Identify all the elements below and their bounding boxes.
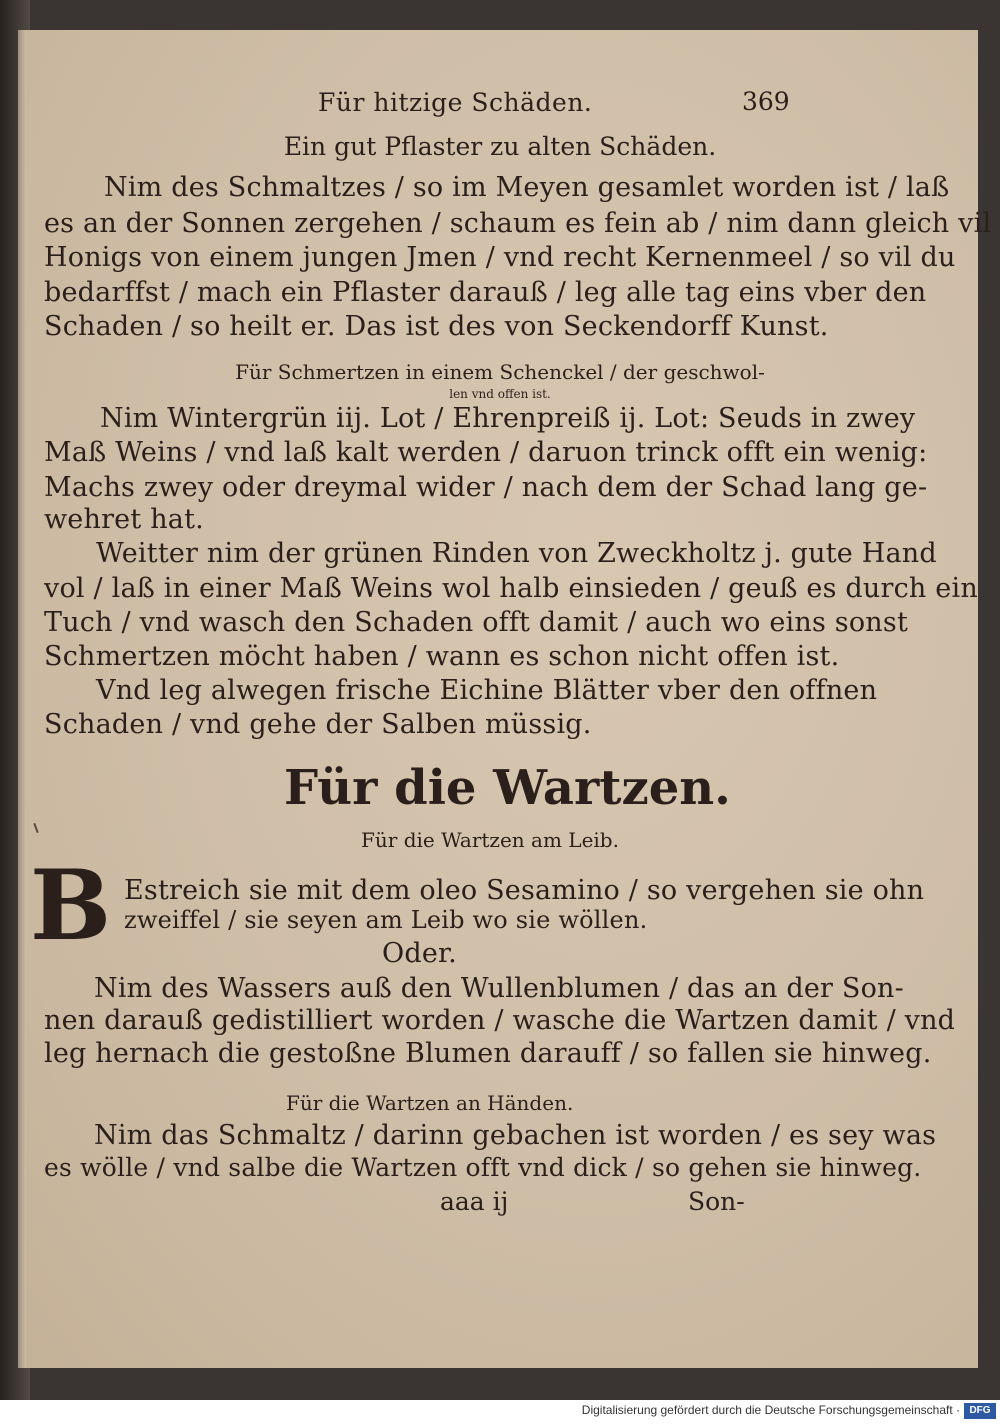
oder-label: Oder. [382,938,457,969]
main-heading: Für die Wartzen. [284,760,731,816]
dfg-logo-icon: DFG [964,1403,996,1419]
text-line: Maß Weins / vnd laß kalt werden / daruon trinck offt ein wenig: [44,437,928,468]
text-line: Honigs von einem jungen Jmen / vnd recht Kernenmeel / so vil du [44,242,956,273]
funding-notice: Digitalisierung gefördert durch die Deutsche Forschungsgemeinschaft · [581,1403,960,1417]
text-line: wehret hat. [44,504,204,535]
text-line: bedarffst / mach ein Pflaster darauß / leg alle tag eins vber den [44,277,927,308]
text-line: Tuch / vnd wasch den Schaden offt damit / auch wo eins sonst [44,607,908,638]
section-subtitle-cont: len vnd offen ist. [449,387,551,401]
text-line: es wölle / vnd salbe die Wartzen offt vnd dick / so gehen sie hinweg. [44,1153,922,1182]
text-line: zweiffel / sie seyen am Leib wo sie wöllen. [124,906,648,934]
catchword: Son- [688,1187,745,1216]
drop-cap: B [30,849,112,962]
running-head: Für hitzige Schäden. [318,88,593,117]
section-subtitle: Für die Wartzen am Leib. [361,828,619,852]
text-line: Schaden / so heilt er. Das ist des von Seckendorff Kunst. [44,311,829,342]
text-line: nen darauß gedistilliert worden / wasche die Wartzen damit / vnd [44,1005,956,1036]
page-edge [18,30,26,1368]
text-line: Machs zwey oder dreymal wider / nach dem der Schad lang ge- [44,472,928,503]
text-line: Schmertzen möcht haben / wann es schon nicht offen ist. [44,641,840,672]
text-line: Nim des Schmaltzes / so im Meyen gesamlet worden ist / laß [104,172,950,203]
text-line: Weitter nim der grünen Rinden von Zweckholtz j. gute Hand [96,538,937,569]
text-line: Nim des Wassers auß den Wullenblumen / das an der Son- [94,973,904,1004]
signature-mark: aaa ij [440,1187,509,1216]
text-line: Nim Wintergrün iij. Lot / Ehrenpreiß ij. Lot: Seuds in zwey [100,403,916,434]
recipe-title: Ein gut Pflaster zu alten Schäden. [283,132,717,161]
page-number: 369 [742,87,790,116]
section-subtitle: Für Schmertzen in einem Schenckel / der geschwol- [235,360,765,384]
text-line: Vnd leg alwegen frische Eichine Blätter vber den offnen [96,675,878,706]
text-line: Estreich sie mit dem oleo Sesamino / so vergehen sie ohn [124,875,925,906]
text-line: leg hernach die gestoßne Blumen darauff / so fallen sie hinweg. [44,1038,932,1069]
footer-bar [0,1400,1000,1424]
text-line: es an der Sonnen zergehen / schaum es fein ab / nim dann gleich vil [44,208,992,239]
text-line: vol / laß in einer Maß Weins wol halb einsieden / geuß es durch ein [44,573,978,604]
text-line: Schaden / vnd gehe der Salben müssig. [44,709,592,740]
section-subtitle: Für die Wartzen an Händen. [286,1091,574,1115]
text-line: Nim das Schmaltz / darinn gebachen ist worden / es sey was [94,1120,937,1151]
